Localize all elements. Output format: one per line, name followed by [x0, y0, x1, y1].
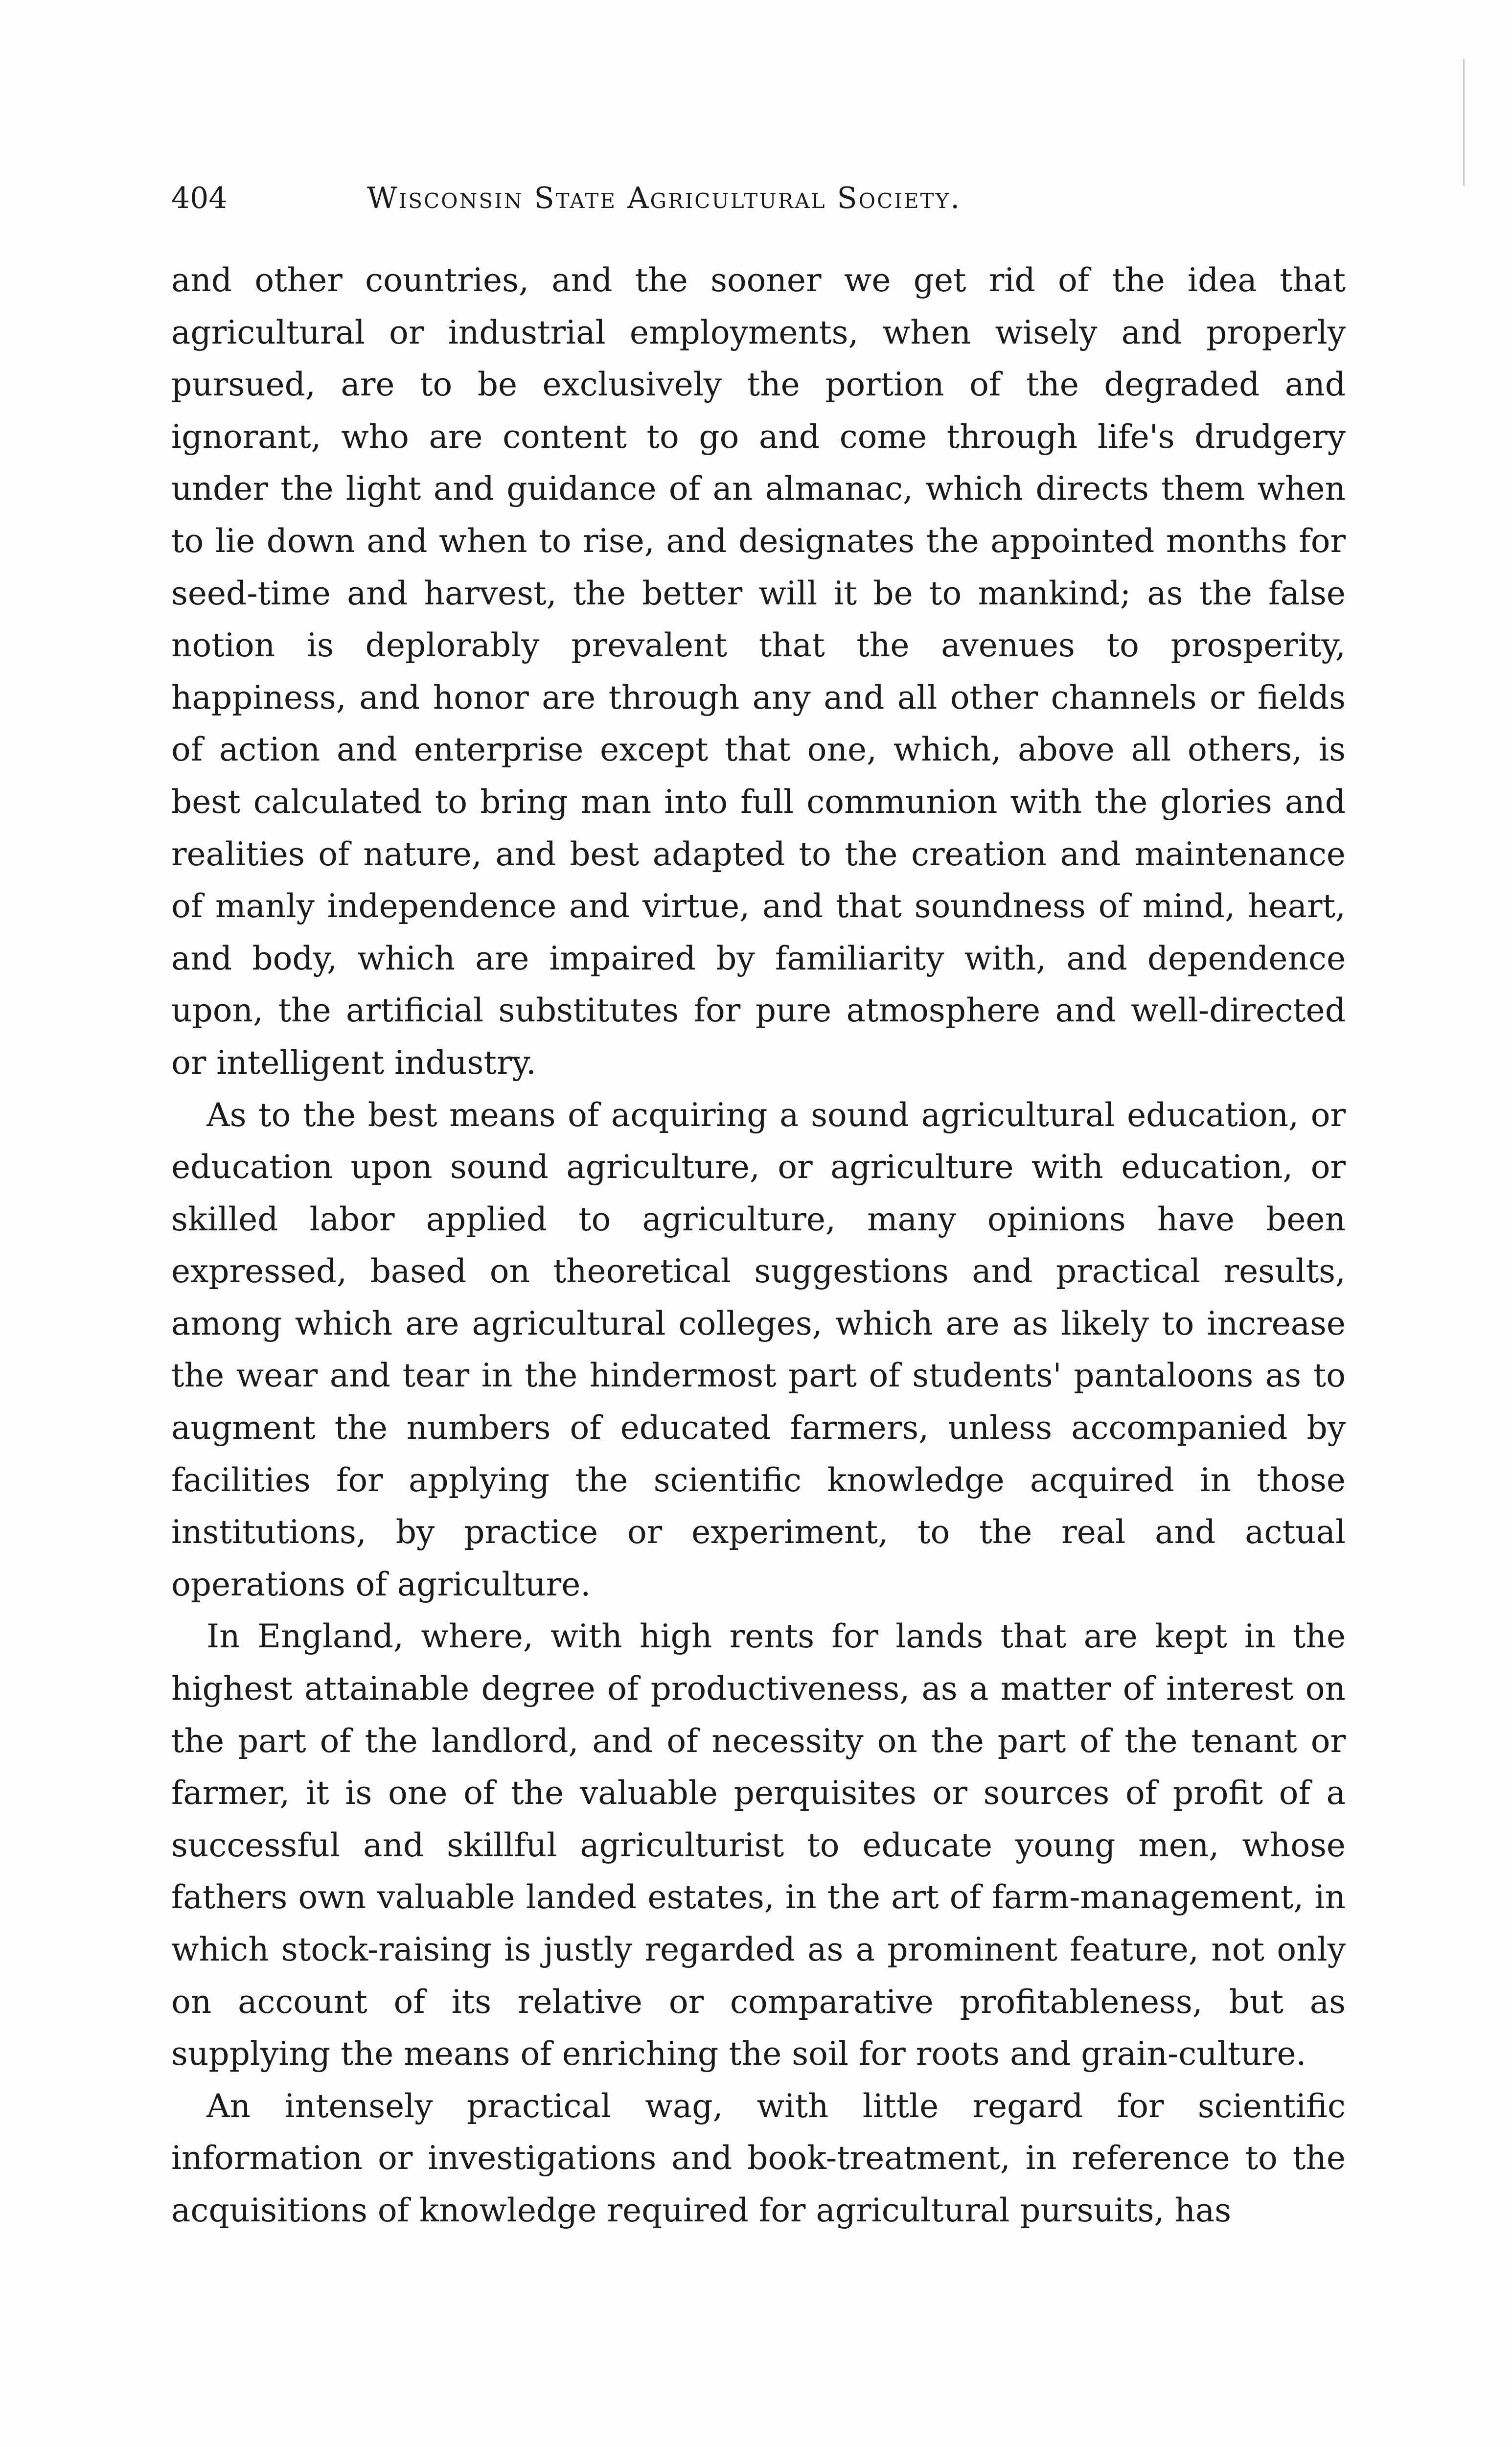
- page-header: [171, 176, 1355, 220]
- body-text: [171, 254, 1346, 2237]
- paragraph-1: and other countries, and the sooner we get rid of the idea that agricultural or industrial employments, when wisely and properly pursued, are to be exclusively the portion of the degraded and ignorant, who are content to go and come through life's drudgery under the light and guidance of an almanac, which directs them when to lie down and when to rise, and designates the appointed months for seed-time and harvest, the better will it be to mankind; as the false notion is deplorably prevalent that the avenues to prosperity, happiness, and honor are through any and all other channels or fields of action and enterprise except that one, which, above all others, is best calculated to bring man into full communion with the glories and realities of nature, and best adapted to the creation and maintenance of manly independence and virtue, and that soundness of mind, heart, and body, which are impaired by familiarity with, and dependence upon, the artificial substitutes for pure atmosphere and well-directed or intelligent industry.: [171, 261, 1346, 1082]
- paragraph-3: In England, where, with high rents for lands that are kept in the highest attainable degree of productiveness, as a matter of interest on the part of the landlord, and of necessity on the part of the tenant or farmer, it is one of the valuable perquisites or sources of profit of a successful and skillful agriculturist to educate young men, whose fathers own valuable landed estates, in the art of farm-management, in which stock-raising is justly regarded as a prominent feature, not only on account of its relative or comparative profitableness, but as supplying the means of enriching the soil for roots and grain-culture.: [171, 1617, 1346, 2073]
- paragraph-4: An intensely practical wag, with little regard for scientific information or investigations and book-treatment, in reference to the acquisitions of knowledge required for agricultural pursuits, has: [171, 2087, 1346, 2229]
- page-edge-mark: [1463, 59, 1465, 186]
- running-title: Wisconsin State Agricultural Society.: [367, 181, 962, 215]
- paragraph-2: As to the best means of acquiring a sound agricultural education, or education upon sound agriculture, or agriculture with education, or skilled labor applied to agriculture, many opinions have been expressed, based on theoretical suggestions and practical results, among which are agricultural colleges, which are as likely to increase the wear and tear in the hindermost part of students' pantaloons as to augment the numbers of educated farmers, unless accompanied by facilities for applying the scientific knowledge acquired in those institutions, by practice or experiment, to the real and actual operations of agriculture.: [171, 1096, 1346, 1603]
- page-number: 404: [171, 181, 228, 215]
